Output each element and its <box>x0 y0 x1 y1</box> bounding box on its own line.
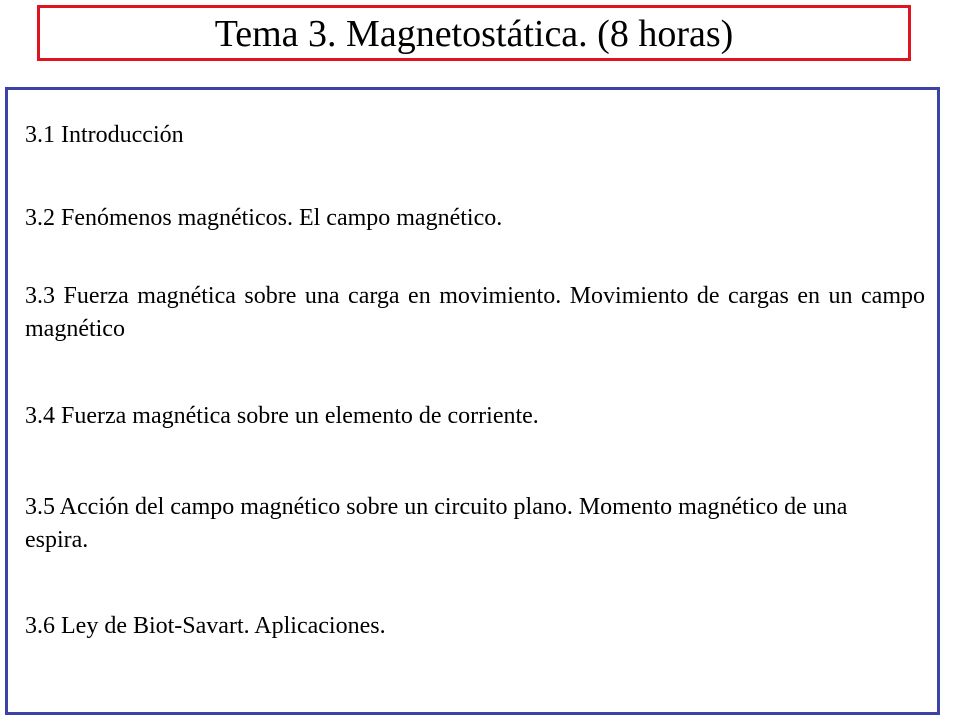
topic-item-3-5: 3.5 Acción del campo magnético sobre un circuito plano. Momento magnético de una espira. <box>25 494 848 553</box>
topic-item-3-6: 3.6 Ley de Biot-Savart. Aplicaciones. <box>25 613 386 639</box>
topic-item-3-4: 3.4 Fuerza magnética sobre un elemento de corriente. <box>25 403 539 429</box>
title-frame <box>37 5 911 61</box>
topic-item-3-2: 3.2 Fenómenos magnéticos. El campo magnético. <box>25 205 503 231</box>
topic-item-3-3: 3.3 Fuerza magnética sobre una carga en movimiento. Movimiento de cargas en un campo magnético <box>25 283 925 342</box>
topic-item-3-1: 3.1 Introducción <box>25 122 184 148</box>
slide-title: Tema 3. Magnetostática. (8 horas) <box>214 13 734 55</box>
topics-frame <box>5 87 940 715</box>
